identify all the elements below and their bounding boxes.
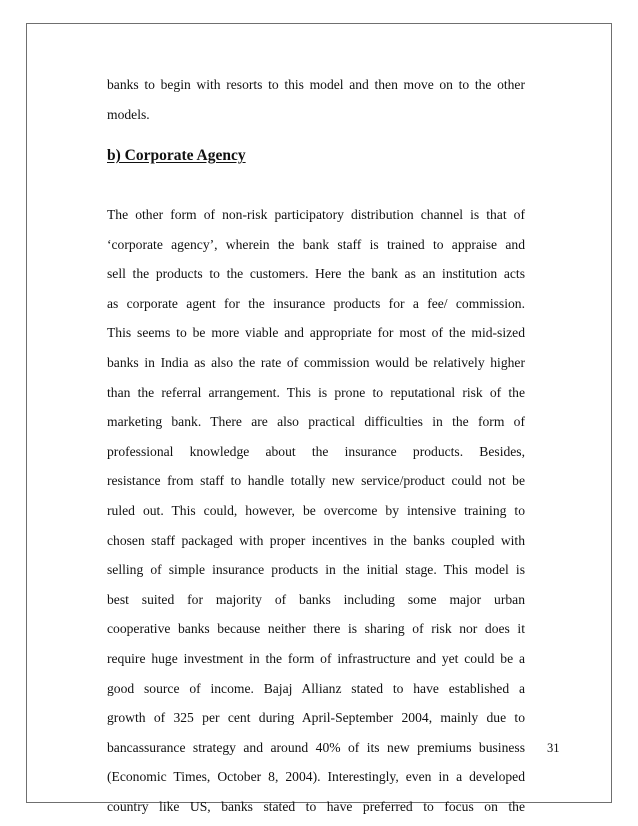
text-line: This seems to be more viable and appropriate for most of the mid-sized — [107, 325, 525, 341]
text-line: best suited for majority of banks including some major urban — [107, 591, 525, 607]
text-line: professional knowledge about the insurance products. Besides, — [107, 443, 525, 459]
text-line: as corporate agent for the insurance products for a fee/ commission. — [107, 295, 525, 311]
text-line: marketing bank. There are also practical difficulties in the form of — [107, 414, 525, 430]
text-line: sell the products to the customers. Here the bank as an institution acts — [107, 266, 525, 282]
section-heading: b) Corporate Agency — [107, 147, 246, 164]
body-paragraph — [107, 200, 525, 821]
intro-paragraph — [107, 70, 525, 129]
text-line: require huge investment in the form of infrastructure and yet could be a — [107, 650, 525, 666]
text-line: country like US, banks stated to have preferred to focus on the — [107, 798, 525, 814]
page-number: 31 — [547, 741, 560, 755]
text-line: chosen staff packaged with proper incentives in the banks coupled with — [107, 532, 525, 548]
text-line: ruled out. This could, however, be overcome by intensive training to — [107, 502, 525, 518]
text-line: banks to begin with resorts to this model and then move on to the other — [107, 77, 525, 92]
text-line: growth of 325 per cent during April-September 2004, mainly due to — [107, 710, 525, 726]
text-line: banks in India as also the rate of commission would be relatively higher — [107, 354, 525, 370]
text-line: ‘corporate agency’, wherein the bank staff is trained to appraise and — [107, 236, 525, 252]
text-line: resistance from staff to handle totally new service/product could not be — [107, 473, 525, 489]
text-line: models. — [107, 106, 150, 122]
text-line: than the referral arrangement. This is prone to reputational risk of the — [107, 384, 525, 400]
text-line: good source of income. Bajaj Allianz stated to have established a — [107, 680, 525, 696]
text-line: The other form of non-risk participatory distribution channel is that of — [107, 207, 525, 222]
text-line: bancassurance strategy and around 40% of its new premiums business — [107, 739, 525, 755]
text-line: (Economic Times, October 8, 2004). Interestingly, even in a developed — [107, 769, 525, 785]
text-line: selling of simple insurance products in the initial stage. This model is — [107, 562, 525, 578]
text-line: cooperative banks because neither there is sharing of risk nor does it — [107, 621, 525, 637]
